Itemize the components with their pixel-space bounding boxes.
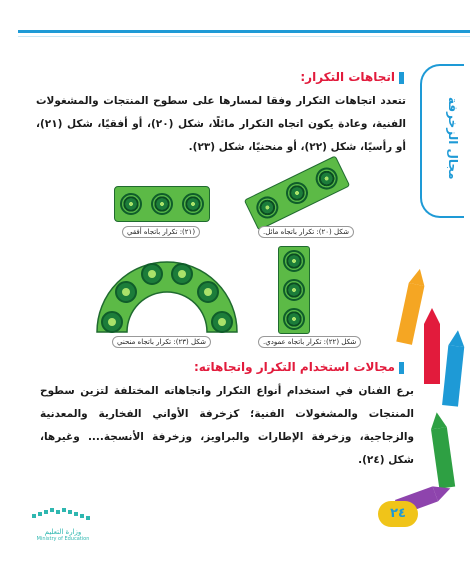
pattern-tile	[120, 193, 142, 215]
pattern-tile	[252, 193, 281, 222]
pattern-tile	[282, 178, 311, 207]
section2-title	[194, 360, 404, 374]
section2-title-text: مجالات استخدام التكرار واتجاهاته:	[193, 360, 395, 374]
pattern-tile	[283, 308, 305, 330]
pattern-tile	[212, 312, 232, 332]
pattern-tile	[182, 193, 204, 215]
title-bar-icon	[399, 72, 404, 84]
logo-english: Ministry of Education	[36, 536, 90, 542]
figure-vertical-repetition	[278, 246, 310, 334]
pattern-tile	[172, 264, 192, 284]
figure22-caption: شكل (٢٢): تكرار باتجاه عمودي.	[258, 336, 361, 348]
pattern-tile	[312, 164, 341, 193]
section1-paragraph: تتعدد اتجاهات التكرار وفقا لمسارها على سطوح المنتجات والمشغولات الفنية، وعادة يكون اتجاه التكرار مائلًا، شكل (٢٠)، أو أفقيًا، شكل (٢١)، أو رأسيًا، شكل (٢٢)، أو منحنيًا، شكل (٢٣).	[36, 95, 406, 153]
figure20-caption: شكل (٢٠): تكرار باتجاه مائل.	[258, 226, 354, 238]
top-rule-thin	[18, 36, 470, 37]
page-number: ٢٤	[378, 501, 418, 527]
pattern-tile	[283, 250, 305, 272]
crayon-icon	[424, 308, 440, 384]
figure-diagonal-repetition	[244, 155, 351, 230]
crayon-icon	[429, 411, 455, 488]
section2-paragraph: برع الفنان في استخدام أنواع التكرار واتجاهاته المختلفة لتزين سطوح المنتجات والمشغولات الفنية؛ كزخرفة الأواني الفخارية والمعدنية والزجاجية، وزخرفة الإطارات والبراويز، وزخرفة الأنسجة.... وغيرها، شكل (٢٤).	[40, 385, 414, 466]
title-bar-icon	[399, 362, 404, 374]
ministry-logo-icon	[30, 506, 96, 524]
section1-title	[300, 70, 404, 84]
pattern-tile	[198, 282, 218, 302]
figure21-caption: (٢١): تكرار باتجاه أفقي	[122, 226, 200, 238]
crayon-icon	[442, 329, 466, 406]
figure-curved-repetition	[92, 254, 242, 334]
pattern-tile	[116, 282, 136, 302]
pattern-tile	[283, 279, 305, 301]
crayon-icon	[396, 267, 427, 345]
ministry-logo	[30, 506, 96, 542]
top-rule	[18, 30, 470, 33]
pattern-tile	[102, 312, 122, 332]
pattern-tile	[142, 264, 162, 284]
pattern-tile	[151, 193, 173, 215]
section1-title-text: اتجاهات التكرار:	[300, 70, 395, 84]
figure-horizontal-repetition	[114, 186, 210, 222]
side-tab-label: مجال الزخرفة	[446, 96, 460, 180]
figure23-caption: شكل (٢٣): تكرار باتجاه منحني	[112, 336, 211, 348]
logo-arabic: وزارة التعليم	[44, 528, 82, 536]
